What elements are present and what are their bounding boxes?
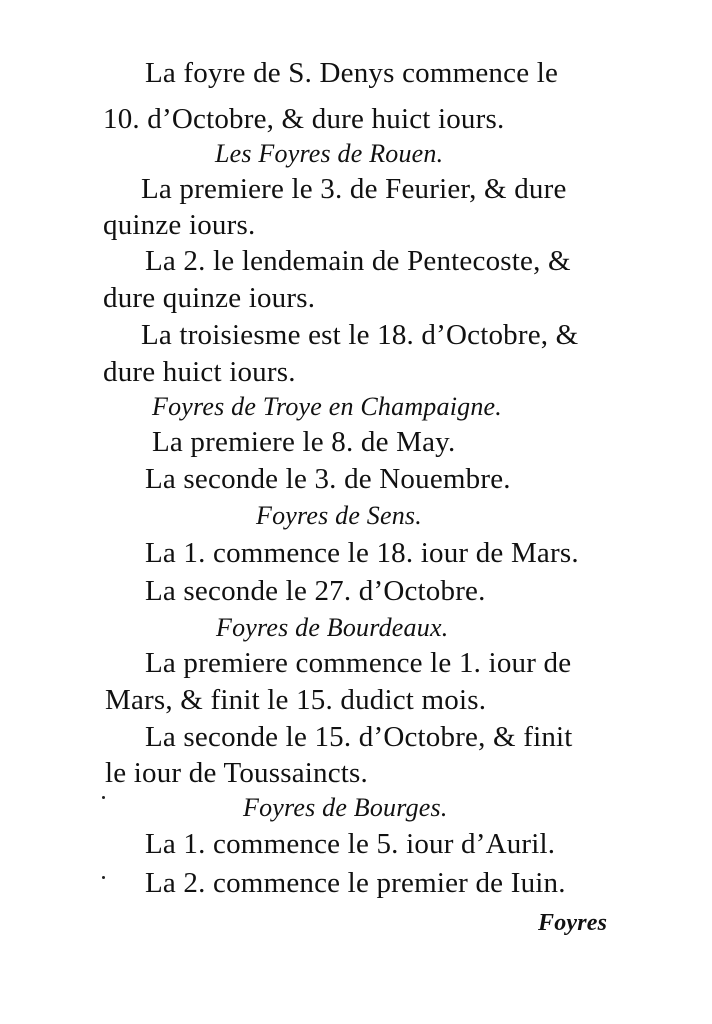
text-line-11: La premiere le 8. de May. (152, 426, 456, 458)
text-line-9: dure huict iours. (103, 356, 296, 388)
text-line-22: La 1. commence le 5. iour d’Auril. (145, 828, 556, 860)
text-line-20: le iour de Toussaincts. (105, 757, 368, 789)
text-line-15: La seconde le 27. d’Octobre. (145, 575, 486, 607)
ink-speck (102, 876, 105, 879)
section-heading-bourges: Foyres de Bourges. (243, 793, 448, 822)
text-line-18: Mars, & finit le 15. dudict mois. (105, 684, 487, 716)
text-line-12: La seconde le 3. de Nouembre. (145, 463, 511, 495)
text-line-23: La 2. commence le premier de Iuin. (145, 867, 566, 899)
section-heading-rouen: Les Foyres de Rouen. (215, 139, 444, 168)
text-line-4: La premiere le 3. de Feurier, & dure (141, 173, 567, 205)
text-line-2: 10. d’Octobre, & dure huict iours. (103, 103, 505, 135)
text-line-5: quinze iours. (103, 209, 256, 241)
ink-speck (102, 796, 105, 799)
text-line-6: La 2. le lendemain de Pentecoste, & (145, 245, 571, 277)
section-heading-troye: Foyres de Troye en Champaigne. (152, 392, 502, 421)
text-line-7: dure quinze iours. (103, 282, 316, 314)
text-line-1: La foyre de S. Denys commence le (145, 57, 559, 89)
text-line-17: La premiere commence le 1. iour de (145, 647, 572, 679)
section-heading-sens: Foyres de Sens. (256, 501, 422, 530)
text-line-14: La 1. commence le 18. iour de Mars. (145, 537, 579, 569)
text-line-8: La troisiesme est le 18. d’Octobre, & (141, 319, 579, 351)
catchword: Foyres (538, 910, 608, 936)
section-heading-bourdeaux: Foyres de Bourdeaux. (216, 613, 449, 642)
text-line-19: La seconde le 15. d’Octobre, & finit (145, 721, 573, 753)
